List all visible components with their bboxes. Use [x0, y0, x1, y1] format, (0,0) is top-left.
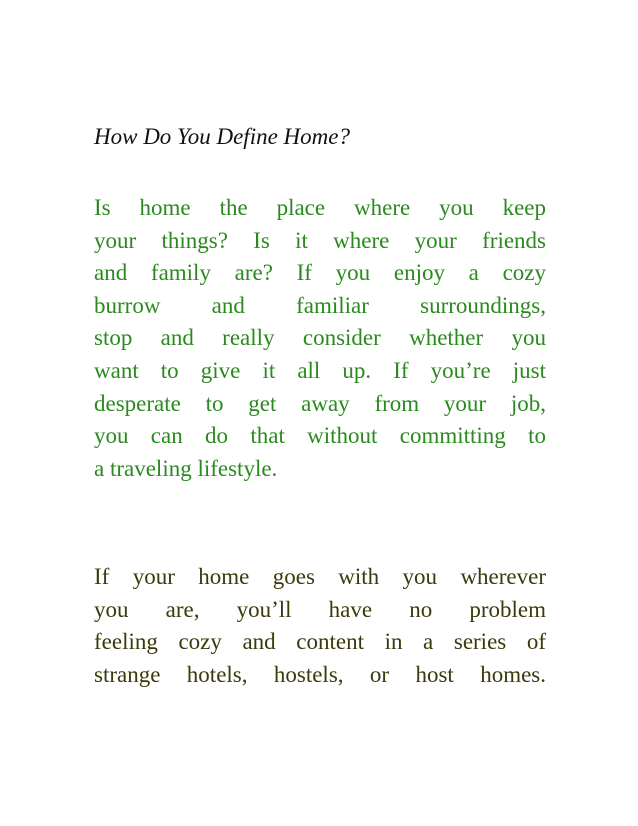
paragraph-line: want to give it all up. If you’re just: [94, 357, 546, 383]
paragraph-line: you are, you’ll have no problem: [94, 596, 546, 622]
paragraph-line: and family are? If you enjoy a cozy: [94, 260, 546, 286]
paragraph-line: burrow and familiar surroundings,: [94, 292, 546, 318]
paragraph-line: Is home the place where you keep: [94, 195, 546, 220]
section-heading: How Do You Define Home?: [94, 124, 350, 149]
paragraph-line: a traveling lifestyle.: [94, 455, 278, 481]
paragraph-line: If your home goes with you wherever: [94, 564, 546, 589]
paragraph-line: feeling cozy and content in a series of: [94, 629, 546, 655]
paragraph-line: your things? Is it where your friends: [94, 227, 546, 253]
paragraph-line: strange hotels, hostels, or host homes.: [94, 661, 546, 687]
paragraph-line: you can do that without committing to: [94, 423, 546, 449]
paragraph-home-question: [94, 192, 546, 485]
paragraph-home-goes-with-you: [94, 561, 546, 691]
paragraph-line: desperate to get away from your job,: [94, 390, 546, 416]
paragraph-line: stop and really consider whether you: [94, 325, 546, 351]
